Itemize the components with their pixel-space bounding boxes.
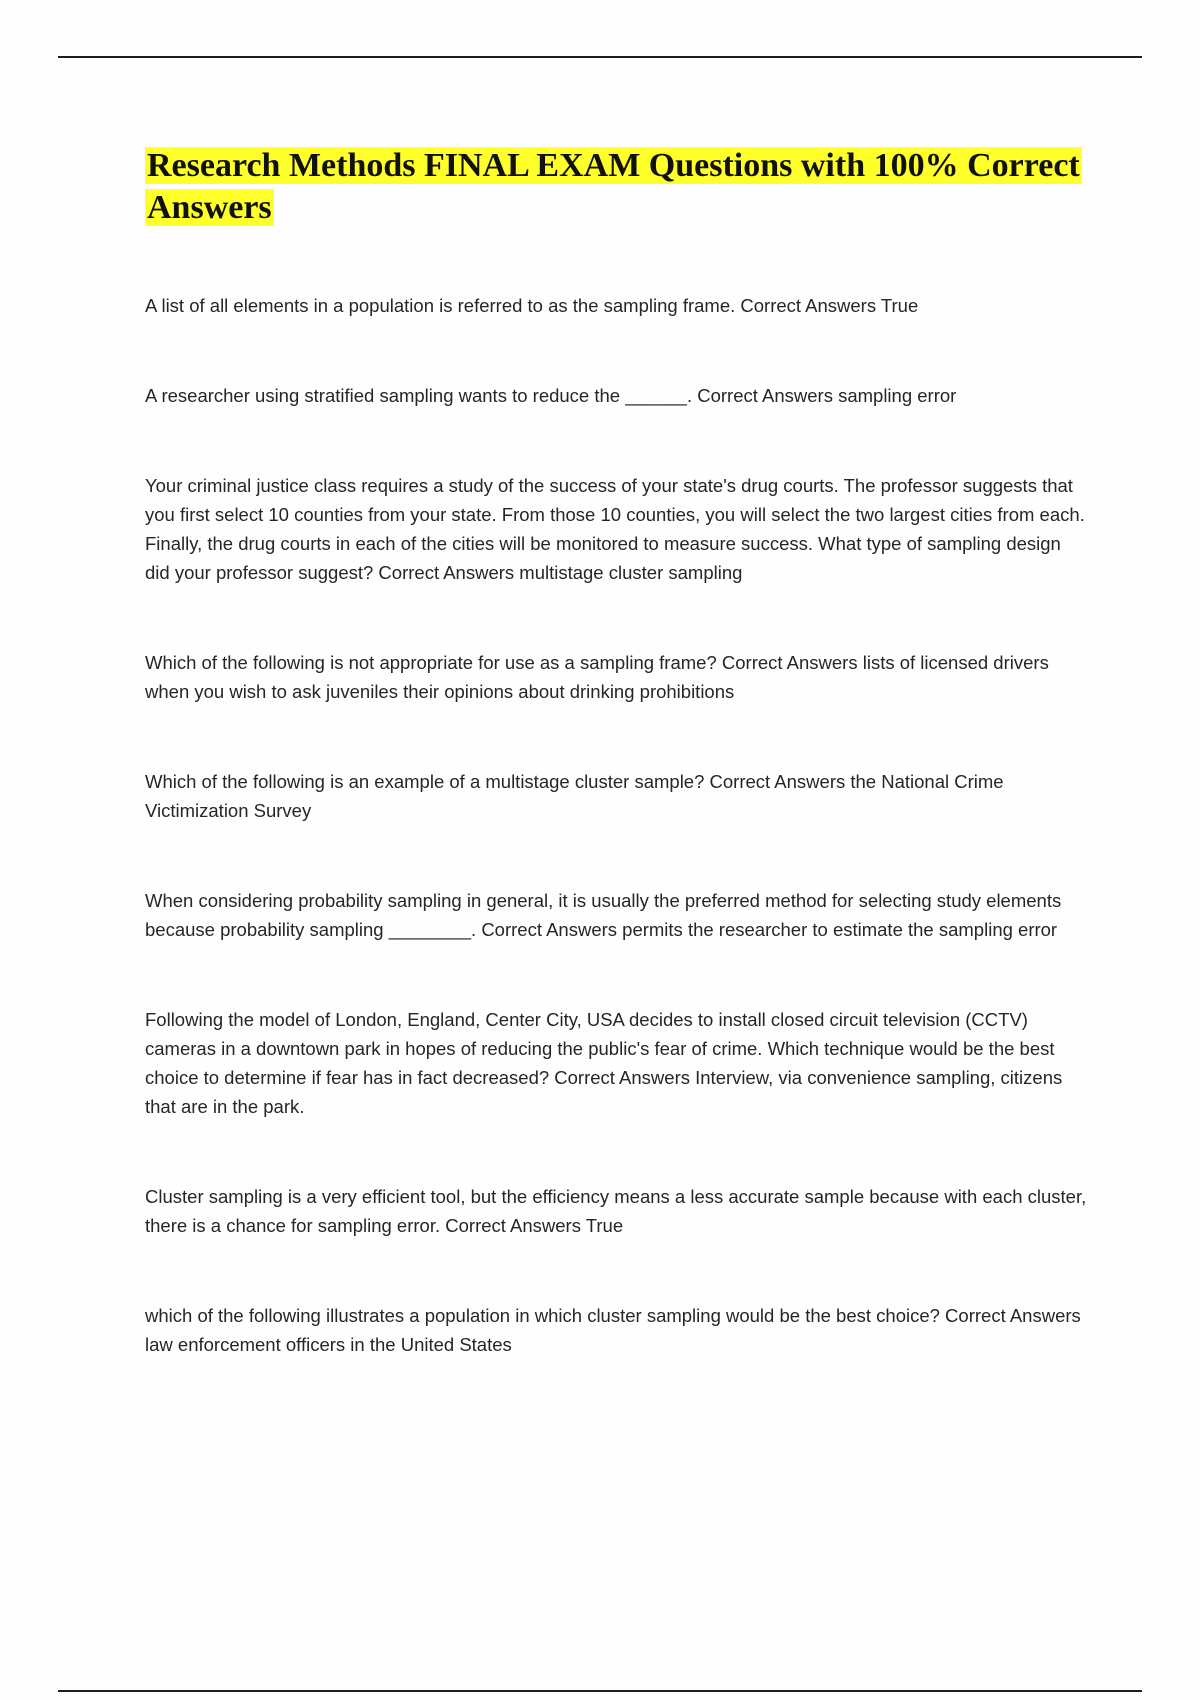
qa-item: When considering probability sampling in general, it is usually the preferred method for selecting study elements because probability sampling ________. Correct Answers permits the researcher to estimate the sampling error — [145, 890, 1062, 940]
bottom-divider — [58, 1690, 1142, 1692]
qa-item: Which of the following is an example of a multistage cluster sample? Correct Answers the National Crime Victimization Survey — [145, 771, 1004, 821]
document-title — [145, 145, 1090, 229]
qa-item: Your criminal justice class requires a study of the success of your state's drug courts. The professor suggests that you first select 10 counties from your state. From those 10 counties, you will select the two largest cities from each. Finally, the drug courts in each of the cities will be monitored to measure success. What type of sampling design did your professor suggest? Correct Answers multistage cluster sampling — [145, 475, 1085, 583]
qa-item: A list of all elements in a population is referred to as the sampling frame. Correct Answers True — [145, 295, 919, 316]
top-divider — [58, 56, 1142, 58]
qa-item: Cluster sampling is a very efficient tool, but the efficiency means a less accurate sample because with each cluster, there is a chance for sampling error. Correct Answers True — [145, 1186, 1087, 1236]
document-body — [145, 145, 1090, 1420]
qa-item: A researcher using stratified sampling wants to reduce the ______. Correct Answers sampling error — [145, 385, 957, 406]
qa-item: Following the model of London, England, Center City, USA decides to install closed circuit television (CCTV) cameras in a downtown park in hopes of reducing the public's fear of crime. Which technique would be the best choice to determine if fear has in fact decreased? Correct Answers Interview, via convenience sampling, citizens that are in the park. — [145, 1009, 1063, 1117]
qa-item: Which of the following is not appropriate for use as a sampling frame? Correct Answers lists of licensed drivers when you wish to ask juveniles their opinions about drinking prohibitions — [145, 652, 1049, 702]
title-highlight: Research Methods FINAL EXAM Questions with 100% Correct Answers — [147, 147, 1080, 226]
qa-item: which of the following illustrates a population in which cluster sampling would be the best choice? Correct Answers law enforcement officers in the United States — [145, 1305, 1081, 1355]
